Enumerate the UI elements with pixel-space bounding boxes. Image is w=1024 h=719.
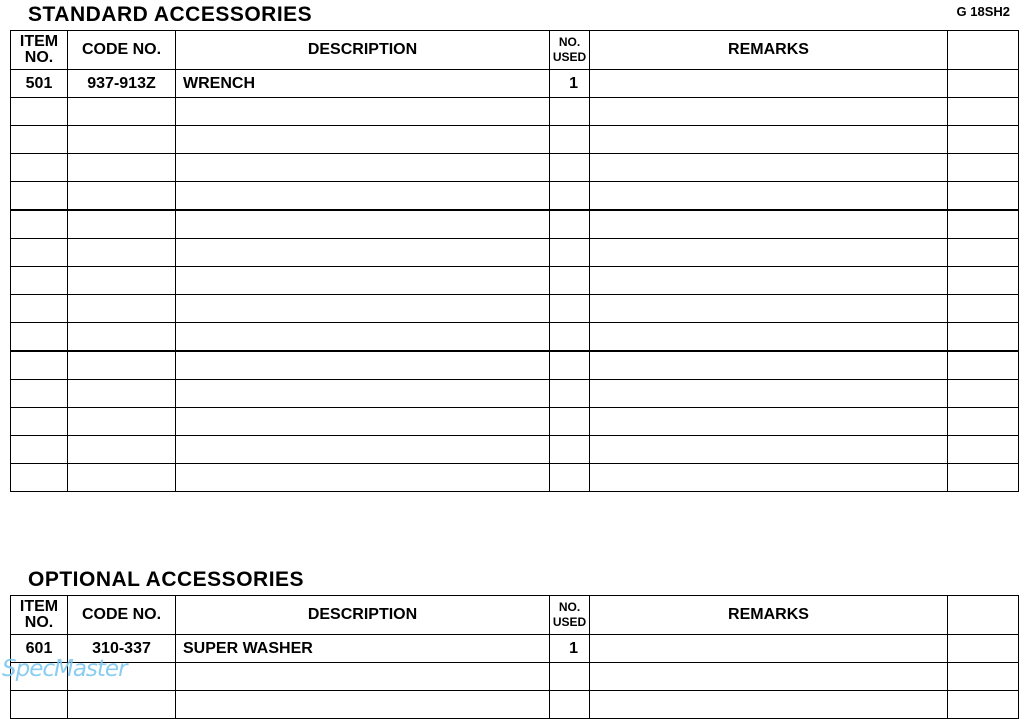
code-no-cell [68,323,176,352]
no-used-header-line1: NO. [558,600,581,614]
no-used-cell [550,663,590,691]
remarks-cell [590,154,948,182]
table-row [11,239,1019,267]
item-no-cell: 601 [11,635,68,663]
table-row [11,126,1019,154]
item-no-cell [11,351,68,380]
description-cell [176,351,550,380]
description-cell [176,323,550,352]
extra-cell [948,436,1019,464]
item-no-cell [11,436,68,464]
extra-cell [948,295,1019,323]
description-cell [176,436,550,464]
item-no-cell [11,210,68,239]
item-no-header-line1: ITEM [19,33,59,50]
no-used-header-line2: USED [552,50,587,64]
table-row [11,691,1019,719]
description-cell [176,380,550,408]
no-used-cell [550,154,590,182]
description-cell [176,239,550,267]
table-row [11,408,1019,436]
remarks-cell [590,691,948,719]
extra-cell [948,182,1019,211]
code-no-cell [68,154,176,182]
page-code: G 18SH2 [956,4,1010,19]
code-no-cell [68,210,176,239]
standard-accessories-table [10,30,1019,492]
item-no-header-line2: NO. [24,49,54,66]
item-no-cell [11,154,68,182]
item-no-cell [11,464,68,492]
remarks-header: REMARKS [590,596,948,635]
extra-cell [948,663,1019,691]
remarks-cell [590,635,948,663]
no-used-cell: 1 [550,70,590,98]
extra-header [948,31,1019,70]
remarks-cell [590,267,948,295]
table-row [11,380,1019,408]
code-no-cell [68,351,176,380]
remarks-cell [590,126,948,154]
no-used-cell [550,295,590,323]
extra-cell [948,351,1019,380]
extra-cell [948,408,1019,436]
description-header: DESCRIPTION [176,31,550,70]
table-header-row [11,31,1019,70]
description-cell [176,408,550,436]
remarks-cell [590,464,948,492]
table-row [11,436,1019,464]
extra-cell [948,267,1019,295]
optional-table-body [11,635,1019,719]
no-used-cell [550,323,590,352]
code-no-cell [68,408,176,436]
no-used-cell [550,98,590,126]
item-no-cell [11,239,68,267]
no-used-cell [550,210,590,239]
code-no-header: CODE NO. [68,31,176,70]
code-no-cell [68,239,176,267]
item-no-cell: 501 [11,70,68,98]
table-row [11,663,1019,691]
remarks-cell [590,295,948,323]
no-used-header [550,596,590,635]
description-cell [176,126,550,154]
extra-cell [948,210,1019,239]
description-cell [176,691,550,719]
code-no-cell [68,182,176,211]
table-row [11,464,1019,492]
code-no-cell [68,267,176,295]
description-cell [176,267,550,295]
no-used-cell [550,691,590,719]
item-no-cell [11,691,68,719]
no-used-cell [550,408,590,436]
extra-cell [948,98,1019,126]
remarks-cell [590,436,948,464]
table-row [11,351,1019,380]
table-row [11,210,1019,239]
remarks-cell [590,380,948,408]
remarks-cell [590,182,948,211]
no-used-cell [550,436,590,464]
table-row [11,267,1019,295]
description-cell [176,98,550,126]
code-no-header: CODE NO. [68,596,176,635]
extra-cell [948,464,1019,492]
table-row [11,182,1019,211]
item-no-header-line1: ITEM [19,598,59,615]
code-no-cell [68,464,176,492]
no-used-cell [550,239,590,267]
item-no-header [11,596,68,635]
remarks-cell [590,323,948,352]
code-no-cell: 937-913Z [68,70,176,98]
table-row [11,98,1019,126]
code-no-cell [68,380,176,408]
remarks-cell [590,663,948,691]
extra-cell [948,154,1019,182]
no-used-cell [550,267,590,295]
no-used-cell [550,464,590,492]
table-row [11,154,1019,182]
code-no-cell [68,436,176,464]
item-no-cell [11,408,68,436]
item-no-cell [11,126,68,154]
extra-cell [948,691,1019,719]
table-row [11,295,1019,323]
table-row [11,635,1019,663]
extra-cell [948,239,1019,267]
extra-cell [948,126,1019,154]
extra-cell [948,70,1019,98]
no-used-cell: 1 [550,635,590,663]
description-cell [176,464,550,492]
description-header: DESCRIPTION [176,596,550,635]
code-no-cell [68,98,176,126]
no-used-cell [550,126,590,154]
remarks-cell [590,351,948,380]
description-cell: WRENCH [176,70,550,98]
optional-accessories-table [10,595,1019,719]
extra-header [948,596,1019,635]
watermark-logo: SpecMaster [2,656,127,682]
remarks-cell [590,70,948,98]
standard-table-body [11,70,1019,492]
optional-accessories-title: OPTIONAL ACCESSORIES [28,568,305,591]
description-cell [176,210,550,239]
item-no-header [11,31,68,70]
table-row [11,323,1019,352]
code-no-cell [68,295,176,323]
remarks-cell [590,239,948,267]
code-no-cell: 310-337 [68,635,176,663]
code-no-cell [68,126,176,154]
code-no-cell [68,691,176,719]
extra-cell [948,380,1019,408]
description-cell [176,663,550,691]
standard-accessories-title: STANDARD ACCESSORIES [28,3,313,26]
remarks-cell [590,98,948,126]
no-used-cell [550,380,590,408]
item-no-cell [11,267,68,295]
extra-cell [948,635,1019,663]
item-no-header-line2: NO. [24,614,54,631]
item-no-cell [11,182,68,211]
item-no-cell [11,295,68,323]
table-row [11,70,1019,98]
remarks-cell [590,408,948,436]
description-cell [176,182,550,211]
item-no-cell [11,380,68,408]
item-no-cell [11,98,68,126]
extra-cell [948,323,1019,352]
description-cell: SUPER WASHER [176,635,550,663]
no-used-header-line2: USED [552,615,587,629]
remarks-header: REMARKS [590,31,948,70]
table-header-row [11,596,1019,635]
description-cell [176,154,550,182]
no-used-cell [550,351,590,380]
item-no-cell [11,323,68,352]
no-used-cell [550,182,590,211]
no-used-header-line1: NO. [558,35,581,49]
no-used-header [550,31,590,70]
remarks-cell [590,210,948,239]
description-cell [176,295,550,323]
